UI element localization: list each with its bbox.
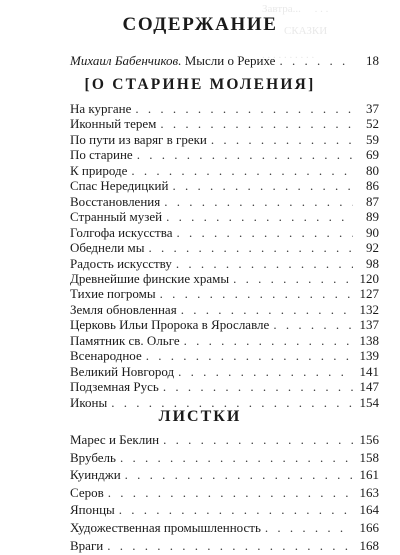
toc-entry: [70, 466, 379, 484]
entry-page-number: 37: [366, 101, 379, 116]
entry-page-number: 86: [366, 178, 379, 194]
entry-title: Земля обновленная: [70, 301, 177, 317]
entry-page-number: 92: [366, 240, 379, 256]
entry-page-number: 90: [366, 224, 379, 240]
entry-page-number: 164: [359, 502, 379, 518]
entry-title: Марес и Беклин: [70, 432, 160, 447]
entry-page-number: 80: [366, 162, 379, 178]
entry-title: Странный музей: [70, 209, 163, 225]
toc-entry: [70, 537, 379, 555]
toc-entry: [70, 431, 379, 449]
leader-dots: [119, 501, 353, 519]
leader-dots: [107, 537, 353, 555]
leader-dots: [125, 466, 353, 484]
entry-title: Восстановления: [70, 193, 161, 209]
entry-page-number: 168: [359, 537, 379, 553]
entry-page-number: 139: [359, 348, 379, 364]
entry-page-number: 163: [359, 484, 379, 500]
entry-page-number: 147: [359, 379, 379, 395]
entry-title: По старине: [70, 147, 133, 163]
entry-page-number: 52: [366, 116, 379, 132]
section-title-listki: ЛИСТКИ: [158, 408, 242, 425]
entry-title: Древнейшие финские храмы: [70, 270, 230, 286]
entry-page-number: 69: [366, 147, 379, 163]
entry-label: [70, 52, 275, 70]
entry-title: Спас Нередицкий: [70, 178, 169, 194]
entry-page-number: 166: [359, 520, 379, 535]
entry-title: По пути из варяг в греки: [70, 131, 207, 147]
entry-title: Великий Новгород: [70, 363, 175, 379]
entry-page-number: 158: [359, 449, 379, 465]
show-through-text: Завтра... . . .: [262, 3, 329, 15]
entry-page-number: 154: [359, 394, 379, 410]
leader-dots: [265, 519, 353, 537]
entry-page-number: 120: [359, 270, 379, 286]
contents-title: СОДЕРЖАНИЕ: [122, 14, 278, 35]
entry-page-number: 141: [359, 363, 379, 379]
entry-title: Куинджи: [70, 467, 121, 483]
leader-dots: [163, 431, 353, 449]
entry-title: Всенародное: [70, 348, 142, 364]
leader-dots: [279, 52, 353, 70]
entry-title: Японцы: [70, 502, 115, 518]
entry-title: На кургане: [70, 101, 132, 116]
entry-title: Враги: [70, 537, 104, 553]
entry-page-number: 98: [366, 255, 379, 271]
entry-title: Иконы: [70, 394, 108, 410]
entry-title: Художественная промышленность: [70, 520, 261, 535]
entry-page-number: 18: [366, 53, 379, 68]
entry-author: Михаил Бабенчиков.: [70, 53, 182, 68]
entry-title: Мысли о Рерихе: [181, 53, 276, 68]
toc-entry: [70, 519, 379, 537]
section-title-o-starine: [О СТАРИНЕ МОЛЕНИЯ]: [84, 76, 316, 93]
entry-page-number: 156: [359, 432, 379, 447]
entry-title: Голгофа искусства: [70, 224, 173, 240]
entry-title: Обеднели мы: [70, 240, 145, 256]
entry-title: Памятник св. Ольге: [70, 332, 180, 348]
leader-dots: [108, 484, 353, 502]
entry-title: Иконный терем: [70, 116, 157, 132]
intro-entry: [70, 52, 379, 70]
entry-page-number: 127: [359, 286, 379, 302]
entry-page-number: 161: [359, 467, 379, 483]
entry-title: К природе: [70, 162, 128, 178]
toc-entry: [70, 484, 379, 502]
entry-title: Церковь Ильи Пророка в Ярославле: [70, 317, 270, 333]
entry-page-number: 59: [366, 131, 379, 147]
entry-title: Тихие погромы: [70, 286, 156, 302]
show-through-text: СКАЗКИ: [284, 25, 328, 37]
show-through-text: . . . . . . . . . .: [262, 49, 315, 61]
toc-entry: [70, 449, 379, 467]
entry-page-number: 137: [359, 317, 379, 333]
entry-title: Серов: [70, 484, 104, 500]
entry-title: Подземная Русь: [70, 379, 159, 395]
entry-page-number: 132: [359, 301, 379, 317]
entry-page-number: 138: [359, 332, 379, 348]
entry-page-number: 87: [366, 193, 379, 209]
entry-title: Радость искусству: [70, 255, 172, 271]
toc-entry: [70, 501, 379, 519]
leader-dots: [120, 449, 353, 467]
entry-title: Врубель: [70, 449, 116, 465]
entry-page-number: 89: [366, 209, 379, 225]
